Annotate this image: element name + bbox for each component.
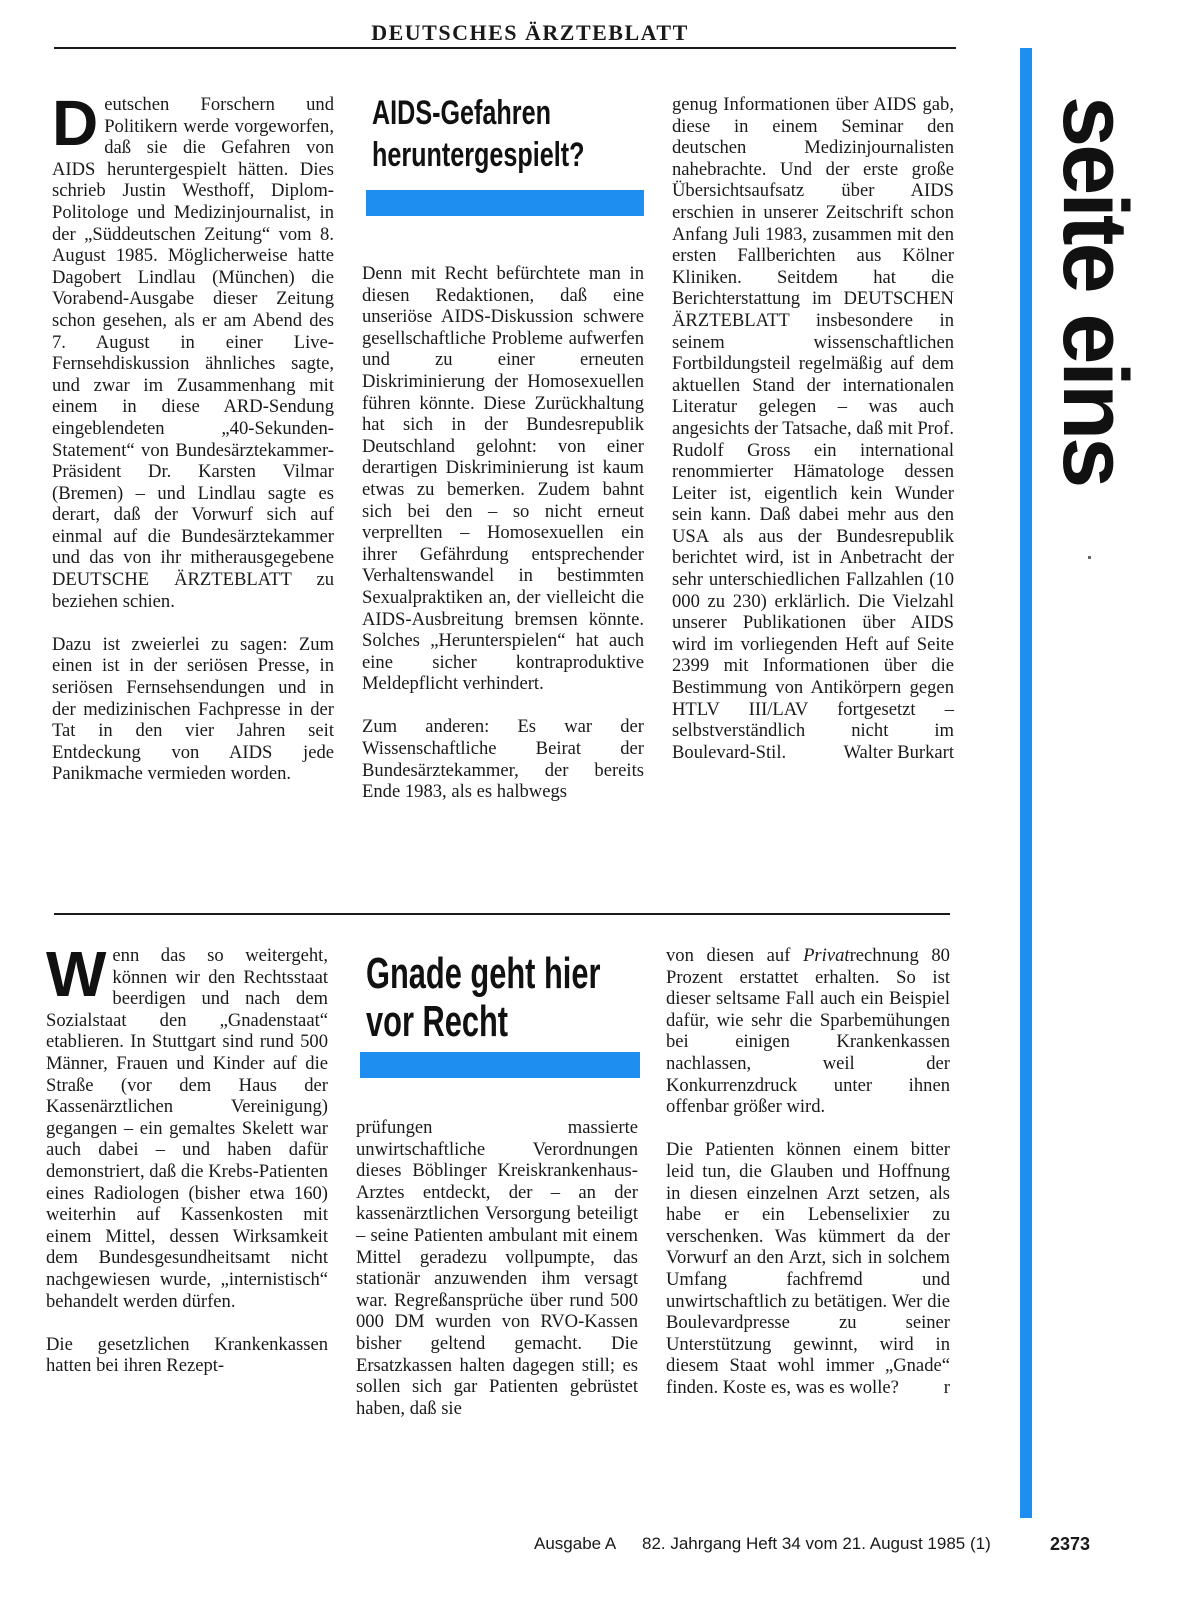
- article2-col3-text-a: von diesen auf: [666, 945, 804, 966]
- article1-column-3: [672, 94, 954, 763]
- footer-issue: 82. Jahrgang Heft 34 vom 21. August 1985 (1): [642, 1534, 991, 1553]
- article2-col3-paragraph-2: [666, 1139, 950, 1398]
- masthead-rule: [54, 47, 956, 49]
- section-divider: [54, 913, 950, 915]
- article2-col2-paragraph-1: prüfungen massierte unwirtschaftliche Verordnungen dieses Böblinger Kreiskrankenhaus-Arztes entdeckt, der – an der kassenärztlichen Versorgung beteiligt – seine Patienten ambulant mit einem Mittel geradezu vollpumpte, das stationär anzuwenden ihm versagt war. Regreßansprüche über rund 500 000 DM wurden von RVO-Kassen bisher geltend gemacht. Die Ersatzkassen halten dagegen still; es sollen sich gar Patienten gebrüstet haben, daß sie: [356, 1117, 638, 1419]
- article2-col3-paragraph-1: [666, 945, 950, 1118]
- side-title: [1044, 96, 1146, 656]
- article1-paragraph-2: Dazu ist zweierlei zu sagen: Zum einen ist in der seriösen Presse, in seriösen Fernsehsendungen und in der medizinischen Fachpresse in der Tat in den vier Jahren seit Entdeckung von AIDS jede Panikmache vermieden worden.: [52, 633, 334, 785]
- article1-col2-paragraph-2: Zum anderen: Es war der Wissenschaftliche Beirat der Bundesärztekammer, der bereits Ende 1983, als es halbwegs: [362, 716, 644, 803]
- article1-column-1: [52, 87, 334, 785]
- side-accent-bar: [1020, 48, 1032, 1518]
- article2-paragraph-2: Die gesetzlichen Krankenkassen hatten bei ihren Rezept-: [46, 1333, 328, 1377]
- article2-column-2: [356, 1117, 638, 1419]
- article2-column-1: [46, 938, 328, 1377]
- article1-lead-paragraph: [52, 87, 334, 612]
- article2-lead-paragraph: [46, 938, 328, 1312]
- article1-col3-paragraph-1: [672, 94, 954, 763]
- article2-col3-italic: Privat: [803, 945, 850, 966]
- article2-headline-line-1: Gnade geht hier: [366, 949, 601, 998]
- article2-col3-text-c: Die Patienten können einem bitter leid tun, die Glauben und Hoffnung in diesen einzelnen Arzt setzen, als habe er ein Lebenselixier zu verschenken. Was kümmert da der Vorwurf an den Arzt, sich in solchem Umfang fachfremd und unwirtschaftlich zu betätigen. Wer die Boulevardpresse zu seiner Unterstützung gewinnt, wird in diesem Staat wohl immer „Gnade“ finden. Koste es, was es wolle?: [666, 1139, 950, 1398]
- article1-col3-text: genug Informationen über AIDS gab, diese in einem Seminar den deutschen Medizinjournalisten nahebrachte. Und der erste große Übersichtsaufsatz über AIDS erschien in unserer Zeitschrift schon Anfang Juli 1983, zusammen mit den ersten Fallberichten aus Kölner Kliniken. Seitdem hat die Berichterstattung im DEUTSCHEN ÄRZTEBLATT insbesondere in seinem wissenschaftlichen Fortbildungsteil regelmäßig auf dem aktuellen Stand der internationalen Literatur gelegen – was auch angesichts der Tatsache, daß mit Prof. Rudolf Gross ein international renommierter Hämatologe dessen Leiter ist, eigentlich kein Wunder sein kann. Daß dabei mehr aus den USA als aus der Bundesrepublik berichtet wird, ist in Anbetracht der sehr unterschiedlichen Fallzahlen (10 000 zu 230) erklärlich. Die Vielzahl unserer Publikationen über AIDS wird im vorliegenden Heft auf Seite 2399 mit Informationen über die Bestimmung von Antikörpern gegen HTLV III/LAV fortgesetzt – selbstverständlich nicht im Boulevard-Stil.: [672, 94, 954, 763]
- article1-lead-text: eutschen Forschern und Politikern werde vorgeworfen, daß sie die Gefahren von AIDS heruntergespielt hätten. Dies schrieb Justin Westhoff, Diplom-Politologe und Medizinjournalist, in der „Süddeutschen Zeitung“ vom 8. August 1985. Möglicherweise hatte Dagobert Lindlau (München) die Vorabend-Ausgabe dieser Zeitung schon gesehen, als er am Abend des 7. August in einer Live-Fernsehdiskussion ähnliches sagte, und zwar im Zusammenhang mit einem in diese ARD-Sendung eingeblendeten „40-Sekunden-Statement“ von Bundesärztekammer-Präsident Dr. Karsten Vilmar (Bremen) – und Lindlau sagte es derart, daß der Vorwurf sich auf einmal auf die Bundesärztekammer und das von ihr mitherausgegebene DEUTSCHE ÄRZTEBLATT zu beziehen schien.: [52, 94, 334, 612]
- article1-headline-line-1: AIDS-Gefahren: [372, 94, 551, 132]
- page-number: 2373: [1050, 1534, 1091, 1554]
- article2-headline: [366, 950, 674, 1046]
- article1-drop-cap: D: [52, 87, 99, 159]
- masthead: DEUTSCHES ÄRZTEBLATT: [371, 20, 689, 45]
- article1-headline-line-2: heruntergespielt?: [372, 136, 585, 174]
- article1-column-2: [362, 263, 644, 803]
- article1-blue-band: [366, 190, 644, 216]
- article2-headline-line-2: vor Recht: [366, 997, 509, 1046]
- article1-author: Walter Burkart: [843, 741, 954, 763]
- article2-column-3: [666, 945, 950, 1398]
- article1-col2-paragraph-1: Denn mit Recht befürchtete man in diesen Redaktionen, daß eine unseriöse AIDS-Diskussion schwere gesellschaftliche Probleme aufwerfen und zu einer erneuten Diskriminierung der Homosexuellen führen könnte. Diese Zurückhaltung hat sich in der Bundesrepublik Deutschland gelohnt: von einer derartigen Diskriminierung ist kaum etwas zu bemerken. Zudem bahnt sich bei den – so nicht erneut verprellten – Homosexuellen ein ihrer Gefährdung entsprechender Verhaltenswandel in bestimmten Sexualpraktiken an, der vielleicht die AIDS-Ausbreitung bremsen könnte. Solches „Herunterspielen“ hat auch eine sicher kontraproduktive Meldepflicht verhindert.: [362, 263, 644, 695]
- article2-blue-band: [360, 1052, 640, 1078]
- article2-author: r: [943, 1376, 950, 1398]
- print-speck: [1088, 556, 1091, 559]
- article2-col3-text-b: rechnung 80 Prozent erstattet erhalten. So ist dieser seltsame Fall auch ein Beispiel dafür, wie sehr die Sparbemühungen bei einigen Krankenkassen nachlassen, weil der Konkurrenzdruck unter ihnen offenbar größer wird.: [666, 945, 950, 1118]
- article2-lead-text: enn das so weitergeht, können wir den Rechtsstaat beerdigen und nach dem Sozialstaat den „Gnadenstaat“ etablieren. In Stuttgart sind rund 500 Männer, Frauen und Kinder auf die Straße (vor dem Haus der Kassenärztlichen Vereinigung) gegangen – ein gemaltes Skelett war auch dabei – und haben dafür demonstriert, daß die Krebs-Patienten eines Radiologen (bisher etwa 160) weiterhin auf Kassenkosten mit einem Mittel, dessen Wirksamkeit dem Bundesgesundheitsamt nicht nachgewiesen wurde, „internistisch“ behandelt werden dürfen.: [46, 945, 328, 1312]
- footer-edition: Ausgabe A: [534, 1534, 617, 1553]
- article2-drop-cap: W: [46, 938, 107, 1010]
- article1-headline: [372, 92, 683, 176]
- side-title-text: seite eins: [1044, 96, 1146, 486]
